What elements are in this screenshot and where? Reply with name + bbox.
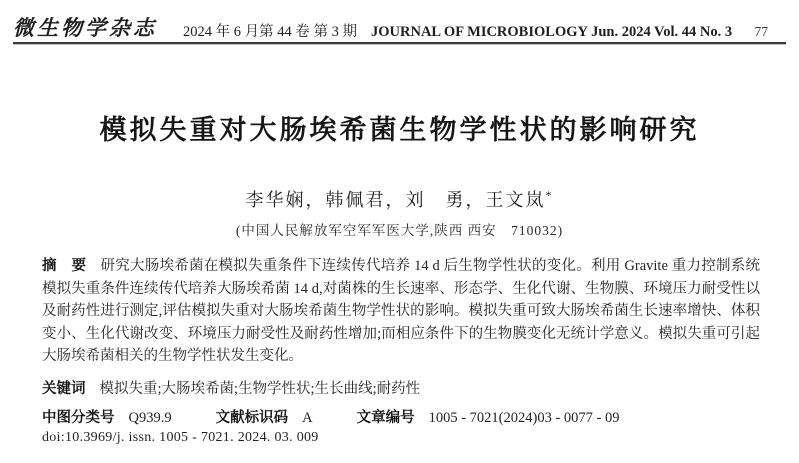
running-head <box>13 10 786 44</box>
doc-code-group <box>216 410 313 426</box>
keywords-text: 模拟失重;大肠埃希菌;生物学性状;生长曲线;耐药性 <box>99 381 421 397</box>
affiliation-line: (中国人民解放军空军军医大学,陕西 西安 710032) <box>235 223 564 238</box>
clc-group <box>42 410 172 426</box>
doi-line: doi:10.3969/j. issn. 1005 - 7021. 2024. 03. 009 <box>42 430 319 445</box>
article-title: 模拟失重对大肠埃希菌生物学性状的影响研究 <box>99 115 700 145</box>
classification-line <box>42 406 760 427</box>
abstract-label: 摘 要 <box>42 258 87 274</box>
keywords-label: 关键词 <box>42 381 86 397</box>
article-id-group <box>357 410 620 426</box>
header-rule <box>13 42 786 44</box>
keywords-line <box>42 377 760 398</box>
clc-value: Q939.9 <box>128 410 172 426</box>
doc-code-label: 文献标识码 <box>215 410 289 426</box>
doc-code-value: A <box>302 410 313 426</box>
page-number: 77 <box>754 24 768 39</box>
article-id-label: 文章编号 <box>356 410 415 426</box>
corresponding-author-mark: * <box>545 188 554 202</box>
header-issue-cn: 2024 年 6 月第 44 卷 第 3 期 <box>183 24 357 40</box>
journal-logo-cn: 微生物学杂志 <box>13 16 157 40</box>
clc-label: 中图分类号 <box>42 410 115 426</box>
header-issue-en: JOURNAL OF MICROBIOLOGY Jun. 2024 Vol. 44 No. 3 <box>371 24 733 40</box>
abstract-text: 研究大肠埃希菌在模拟失重条件下连续传代培养 14 d 后生物学性状的变化。利用 Gravite 重力控制系统模拟失重条件连续传代培养大肠埃希菌 14 d,对菌株的生长速率、形态学、生化代谢、生物膜、环境压力耐受性以及耐药性进行测定,评估模拟失重对大肠埃希菌生物学性状的影响。模拟失重可致大肠埃希菌生长速率增快、体积变小、生化代谢改变、环境压力耐受性及耐药性增加;而相应条件下的生物膜变化无统计学意义。模拟失重可引起大肠埃希菌相关的生物学性状发生变化。 <box>42 258 760 364</box>
authors-line <box>0 186 799 212</box>
abstract-paragraph <box>42 255 760 368</box>
authors-names: 李华娴，韩佩君，刘 勇，王文岚 <box>245 190 546 210</box>
article-id-value: 1005 - 7021(2024)03 - 0077 - 09 <box>428 410 620 426</box>
